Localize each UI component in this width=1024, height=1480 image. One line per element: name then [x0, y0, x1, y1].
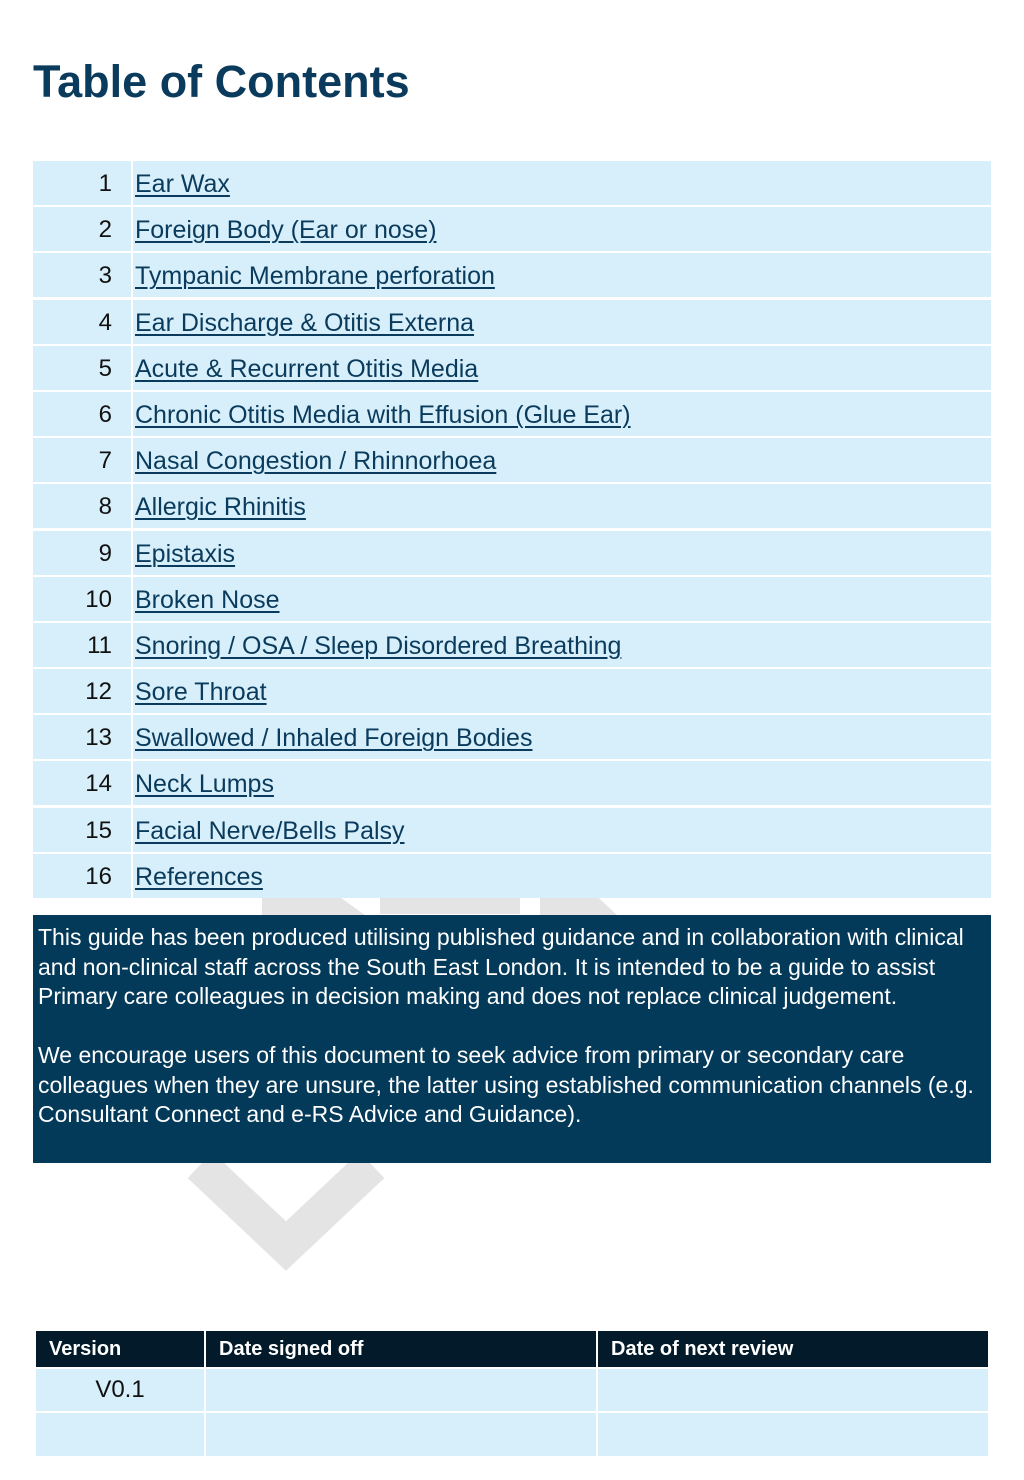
notice-paragraph: We encourage users of this document to seek advice from primary or secondary care colleagues when they are unsure, the latter using established communication channels (e.g. Consultant Connect and e-RS Advice and Guidance). [38, 1042, 974, 1127]
toc-row [33, 392, 991, 436]
toc-divider [112, 253, 133, 297]
toc-item-number: 13 [85, 724, 112, 752]
toc-item-number: 3 [98, 262, 112, 290]
toc-divider [112, 808, 133, 852]
toc-divider [112, 623, 133, 667]
toc-item-number: 2 [98, 216, 112, 244]
toc-link-epistaxis[interactable]: Epistaxis [135, 539, 236, 568]
toc-link-sore-throat[interactable]: Sore Throat [135, 678, 267, 707]
toc-item-number: 15 [85, 816, 112, 844]
toc-link-tympanic-membrane[interactable]: Tympanic Membrane perforation [135, 262, 495, 291]
toc-item-number: 8 [98, 493, 112, 521]
date-signed-off-header: Date signed off [205, 1331, 597, 1368]
toc-link-glue-ear[interactable]: Chronic Otitis Media with Effusion (Glue Ear) [135, 400, 631, 429]
toc-item-number: 16 [85, 862, 112, 890]
table-row [36, 1368, 988, 1412]
toc-divider [112, 207, 133, 251]
toc-link-facial-nerve[interactable]: Facial Nerve/Bells Palsy [135, 816, 405, 845]
toc-item-number: 7 [98, 447, 112, 475]
toc-row [33, 207, 991, 251]
toc-divider [112, 161, 133, 205]
toc-divider [112, 854, 133, 898]
page-title: Table of Contents [33, 56, 410, 107]
notice-paragraph: This guide has been produced utilising published guidance and in collaboration with clinical and non-clinical staff across the South East London. It is intended to be a guide to assist Primary care colleagues in decision making and does not replace clinical judgement. [38, 924, 964, 1009]
toc-row [33, 531, 991, 575]
toc-row [33, 300, 991, 344]
toc-link-allergic-rhinitis[interactable]: Allergic Rhinitis [135, 493, 306, 522]
version-header: Version [36, 1331, 205, 1368]
toc-row [33, 623, 991, 667]
date-signed-off-cell [205, 1412, 597, 1456]
toc-link-neck-lumps[interactable]: Neck Lumps [135, 770, 274, 799]
toc-divider [112, 438, 133, 482]
version-table [36, 1331, 988, 1456]
toc-item-number: 12 [85, 678, 112, 706]
table-of-contents [33, 161, 991, 900]
toc-row [33, 484, 991, 528]
toc-divider [112, 669, 133, 713]
toc-link-references[interactable]: References [135, 862, 263, 891]
toc-divider [112, 761, 133, 805]
toc-divider [112, 392, 133, 436]
toc-row [33, 669, 991, 713]
toc-link-otitis-media[interactable]: Acute & Recurrent Otitis Media [135, 354, 479, 383]
toc-link-snoring[interactable]: Snoring / OSA / Sleep Disordered Breathing [135, 631, 622, 660]
version-cell: V0.1 [36, 1368, 205, 1412]
toc-divider [112, 577, 133, 621]
toc-link-broken-nose[interactable]: Broken Nose [135, 585, 280, 614]
toc-item-number: 6 [98, 400, 112, 428]
toc-item-number: 11 [87, 631, 112, 659]
toc-item-number: 1 [98, 170, 112, 197]
toc-divider [112, 715, 133, 759]
toc-link-nasal-congestion[interactable]: Nasal Congestion / Rhinnorhoea [135, 447, 497, 476]
toc-link-foreign-body[interactable]: Foreign Body (Ear or nose) [135, 216, 437, 245]
version-cell [36, 1412, 205, 1456]
date-next-review-cell [597, 1412, 988, 1456]
toc-row [33, 346, 991, 390]
toc-row [33, 438, 991, 482]
date-signed-off-cell [205, 1368, 597, 1412]
toc-row [33, 854, 991, 898]
toc-link-swallowed-foreign-bodies[interactable]: Swallowed / Inhaled Foreign Bodies [135, 724, 533, 753]
toc-row [33, 161, 991, 205]
toc-item-number: 9 [98, 539, 112, 567]
date-next-review-header: Date of next review [597, 1331, 988, 1368]
toc-divider [112, 346, 133, 390]
toc-item-number: 4 [98, 308, 112, 336]
guidance-notice [33, 915, 991, 1163]
toc-item-number: 5 [98, 354, 112, 382]
toc-item-number: 10 [85, 585, 112, 613]
date-next-review-cell [597, 1368, 988, 1412]
toc-divider [112, 531, 133, 575]
toc-item-number: 14 [85, 770, 112, 798]
toc-row [33, 715, 991, 759]
table-row [36, 1412, 988, 1456]
toc-row [33, 577, 991, 621]
toc-row [33, 808, 991, 852]
toc-row [33, 761, 991, 805]
toc-divider [112, 300, 133, 344]
toc-link-ear-wax[interactable]: Ear Wax [135, 170, 230, 198]
version-table-header-row [36, 1331, 988, 1368]
toc-row [33, 253, 991, 297]
toc-divider [112, 484, 133, 528]
toc-link-ear-discharge[interactable]: Ear Discharge & Otitis Externa [135, 308, 475, 337]
